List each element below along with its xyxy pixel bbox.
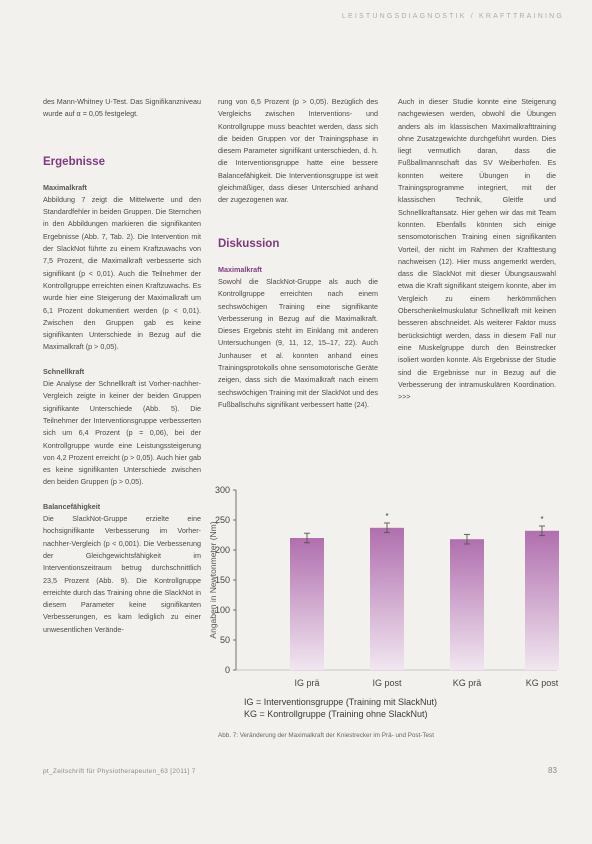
paragraph: Auch in dieser Studie konnte eine Steigerung nachgewiesen werden, obwohl die Übungen anders als im klassischen Maximalkrafttraining ohne Zusatzgewichte durchgeführt wurden. Dies liegt vermutlich daran, dass die Fußballmannschaft das SV Weiberhofen. Es konnten weitere Übungen in die Trainingsprogramme integriert, mit der klassischen Technik, Gleitfe und Schnellkraftansatz. Hier gehen wir das mit Team konnten. Ebenfalls könnten sich einige sensomotorischen Training einen signifikanten Vorteil, der nicht im Rahmen der Krafttestung nachweisen (12). Hier muss angemerkt werden, dass die SlackNot mit dieser Übungsauswahl etwa die Kraft signifikant steigern konnte, aber im Vergleich zu einem herkömmlichen Oberschenkelmuskulatur Schnellkraft mit keinen besseren abschneidet. Als weiterer Faktor muss berücksichtigt werden, dass in diesem Fall nur eine Muskelgruppe durch den Beinstrecker isoliert worden konnte. Als Ergebnisse der Studie sind die Ergebnisse nur in Bezug auf die Verbesserung der intramuskulären Koordination. >>>: [398, 97, 556, 402]
subheading-schnellkraft: Schnellkraft: [43, 366, 85, 376]
legend-entry-kg: KG = Kontrollgruppe (Training ohne SlackNut): [244, 708, 428, 719]
heading-ergebnisse: Ergebnisse: [43, 155, 105, 168]
text-column-3: [398, 96, 556, 403]
significance-star: *: [385, 512, 389, 521]
footer-journal: pt_Zeitschrift für Physiotherapeuten_63 [2011] 7: [43, 768, 196, 775]
subheading-balancefaehigkeit: Balancefähigkeit: [43, 501, 101, 511]
paragraph: Die SlackNot-Gruppe erzielte eine hochsignifikante Verbesserung im Vorher-nachher-Vergleich (p < 0,001). Die Verbesserung der Gleichgewichtsfähigkeit im Interventionszeitraum betrug durchschnittlich 23,5 Prozent (Abb. 9). Die Kontrollgruppe erreichte durch das Training ohne die SlackNot in diesem Parameter keine signifikanten Verbesserungen, es kam lediglich zu einer unwesentlichen Verände-: [43, 514, 201, 634]
x-category-label: KG post: [525, 678, 559, 688]
y-tick-label: 150: [214, 575, 230, 585]
text-column-2: [218, 96, 378, 411]
x-category-label: IG post: [372, 678, 402, 688]
bar: [525, 531, 559, 670]
x-category-label: IG prä: [294, 678, 320, 688]
heading-diskussion: Diskussion: [218, 237, 280, 250]
figure-caption: Abb. 7: Veränderung der Maximalkraft der Kniestrecker im Prä- und Post-Test: [218, 732, 434, 739]
bar: [290, 538, 324, 670]
significance-star: *: [540, 515, 544, 524]
paragraph: Abbildung 7 zeigt die Mittelwerte und den Standardfehler in beiden Gruppen. Die Sternchen in den Abbildungen markieren die signifikanten Ergebnisse (Abb. 7, Tab. 2). Die Intervention mit der SlackNot führte zu einem Kraftzuwachs von 7,5 Prozent, die Maximalkraft verbesserte sich signifikant (p < 0,01). Auch die Teilnehmer der Kontrollgruppe erreichten einen Kraftzuwachs. Es wurde hier eine Steigerung der Maximalkraft um 6,1 Prozent dokumentiert werden (p < 0,01). Zwischen den Gruppen gab es keine signifikanten Unterschiede in Bezug auf die Maximalkraft (p > 0,05).: [43, 194, 201, 352]
subheading-maximalkraft-diskussion: Maximalkraft: [218, 264, 262, 274]
y-tick-label: 300: [214, 485, 230, 495]
x-category-label: KG prä: [452, 678, 482, 688]
text-column-1: [43, 96, 201, 636]
paragraph: des Mann-Whitney U-Test. Das Signifikanzniveau wurde auf α = 0,05 festgelegt.: [43, 97, 201, 119]
legend-entry-ig: IG = Interventionsgruppe (Training mit SlackNut): [244, 697, 437, 707]
paragraph: rung von 6,5 Prozent (p > 0,05). Bezüglich des Vergleichs zwischen Interventions- und Kontrollgruppe muss beachtet werden, dass sich die beiden Gruppen vor der Trainingsphase in diesem Parameter signifikant unterschieden, d. h. die Interventionsgruppe hatte eine bessere Balancefähigkeit. Die Interventionsgruppe ist weit gleichmäßiger, dass dieser Unterschied anhand der zugezogenen war.: [218, 97, 378, 205]
bar-chart: [208, 482, 562, 692]
y-tick-label: 50: [219, 635, 230, 645]
y-tick-label: 250: [214, 515, 230, 525]
y-tick-label: 100: [214, 605, 230, 615]
y-axis-label: Angaben in Newtonmeter (Nm): [208, 521, 218, 639]
bar: [450, 539, 484, 670]
bar: [370, 528, 404, 670]
y-tick-label: 0: [224, 665, 230, 675]
y-tick-label: 200: [214, 545, 230, 555]
page-number: 83: [548, 766, 557, 775]
subheading-maximalkraft: Maximalkraft: [43, 182, 87, 192]
section-header-tag: LEISTUNGSDIAGNOSTIK / KRAFTTRAINING: [341, 13, 564, 20]
paragraph: Die Analyse der Schnellkraft ist Vorher-nachher-Vergleich zeigte in keiner der beiden Gruppen signifikante Unterschiede (Abb. 5). Die Teilnehmer der Interventionsgruppe verbesserten sich um 6,4 Prozent (p = 0,06), bei der Kontrollgruppe wurde eine Leistungssteigerung von 4,2 Prozent erreicht (p > 0,05). Auch hier gab es keine signifikanten Unterschiede zwischen den beiden Gruppen (p > 0,05).: [43, 379, 201, 487]
paragraph: Sowohl die SlackNot-Gruppe als auch die Kontrollgruppe erreichten nach einem sechswöchigen Training eine signifikante Verbesserung in Bezug auf die Maximalkraft. Dieses Ergebnis steht im Einklang mit anderen Untersuchungen (9, 11, 12, 15–17, 22). Auch Junhauser et al. konnten anhand eines Trainingsprotokolls ohne sensomotorische Geräte zeigen, dass sich die Maximalkraft nach einem sechswöchigen Training mit der SlackNot und des Fußballschuhs signifikant verbessert hatte (24).: [218, 276, 378, 409]
chart-legend: [244, 697, 437, 720]
